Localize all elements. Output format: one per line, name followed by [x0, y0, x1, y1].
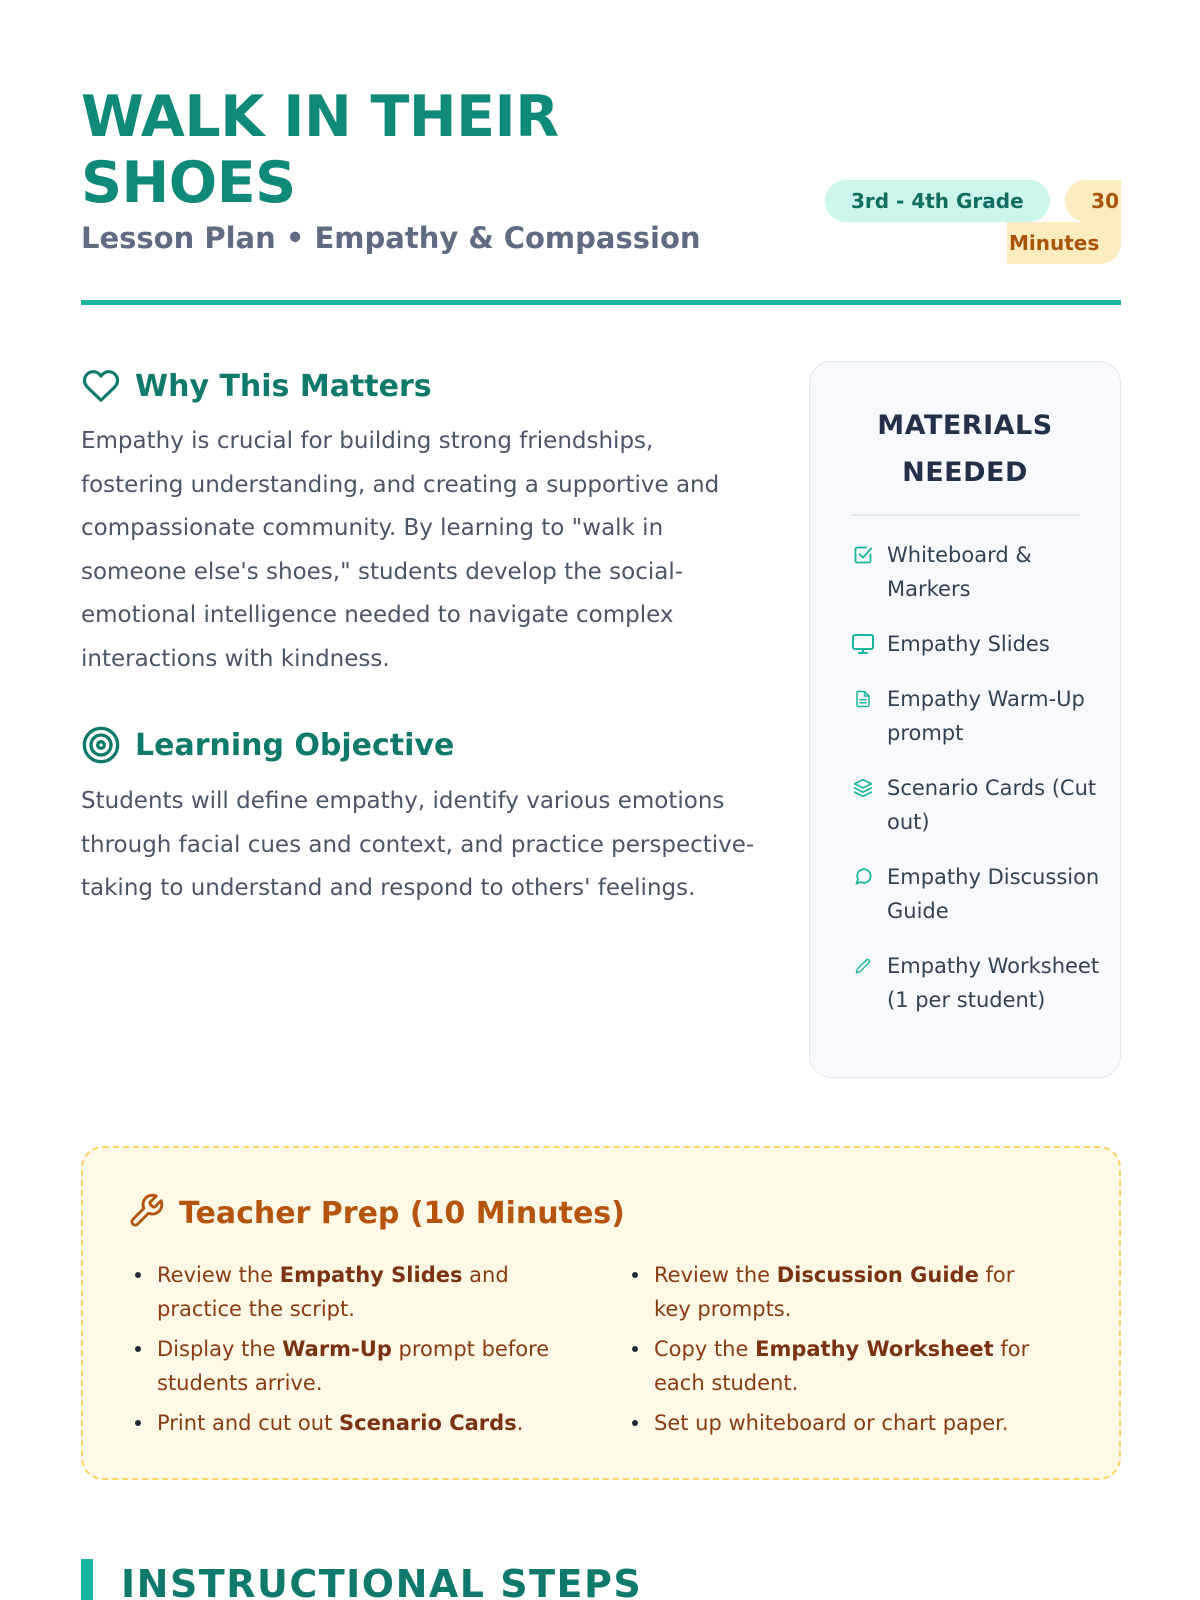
list-item: Review the Empathy Slides and practice the script. — [127, 1258, 557, 1326]
materials-divider — [851, 514, 1079, 516]
list-item: Print and cut out Scenario Cards. — [127, 1406, 557, 1440]
list-item: Scenario Cards (Cut out) — [851, 771, 1100, 839]
prep-list-left — [127, 1258, 557, 1446]
list-item: Copy the Empathy Worksheet for each student. — [624, 1332, 1054, 1400]
materials-list — [810, 538, 1120, 1017]
monitor-icon — [851, 627, 875, 661]
lesson-header — [81, 84, 1121, 258]
target-icon — [81, 725, 121, 765]
chat-bubble-icon — [851, 860, 875, 894]
materials-heading: MATERIALS NEEDED — [877, 410, 1053, 488]
objective-heading-row — [81, 725, 454, 765]
prep-heading: Teacher Prep (10 Minutes) — [179, 1195, 625, 1231]
grade-badge: 3rd - 4th Grade — [825, 180, 1050, 222]
page-subtitle: Lesson Plan • Empathy & Compassion — [81, 221, 701, 255]
steps-heading: INSTRUCTIONAL STEPS — [121, 1562, 643, 1600]
teacher-prep-box — [81, 1146, 1121, 1480]
list-item: Display the Warm-Up prompt before students arrive. — [127, 1332, 557, 1400]
why-body: Empathy is crucial for building strong friendships, fostering understanding, and creating a supportive and compassionate community. By learning to "walk in someone else's shoes," students develop the social-emotional intelligence needed to navigate complex interactions with kindness. — [81, 428, 720, 672]
materials-card — [809, 361, 1121, 1078]
prep-list-right — [624, 1258, 1054, 1446]
section-accent-bar — [81, 1559, 93, 1600]
list-item: Empathy Warm-Up prompt — [851, 682, 1100, 750]
pencil-icon — [851, 949, 875, 983]
document-icon — [851, 682, 875, 716]
list-item: Set up whiteboard or chart paper. — [624, 1406, 1054, 1440]
heart-icon — [81, 366, 121, 406]
instructional-steps-header — [81, 1559, 642, 1600]
list-item: Empathy Slides — [851, 627, 1100, 661]
page-title: WALK IN THEIR SHOES — [81, 84, 559, 216]
list-item: Empathy Discussion Guide — [851, 860, 1100, 928]
objective-body: Students will define empathy, identify various emotions through facial cues and context, and practice perspective-taking to understand and respond to others' feelings. — [81, 788, 755, 901]
objective-heading: Learning Objective — [135, 727, 455, 763]
time-unit: Minutes — [1009, 231, 1100, 255]
layers-icon — [851, 771, 875, 805]
list-item: Whiteboard & Markers — [851, 538, 1100, 606]
wrench-icon — [127, 1192, 165, 1234]
header-divider — [81, 300, 1121, 305]
time-badge — [1007, 180, 1121, 264]
list-item: Review the Discussion Guide for key prompts. — [624, 1258, 1054, 1326]
prep-heading-row — [127, 1192, 625, 1234]
time-number: 30 — [1091, 189, 1119, 213]
why-heading-row — [81, 366, 432, 406]
why-heading: Why This Matters — [135, 368, 432, 404]
list-item: Empathy Worksheet (1 per student) — [851, 949, 1100, 1017]
checkbox-icon — [851, 538, 875, 572]
